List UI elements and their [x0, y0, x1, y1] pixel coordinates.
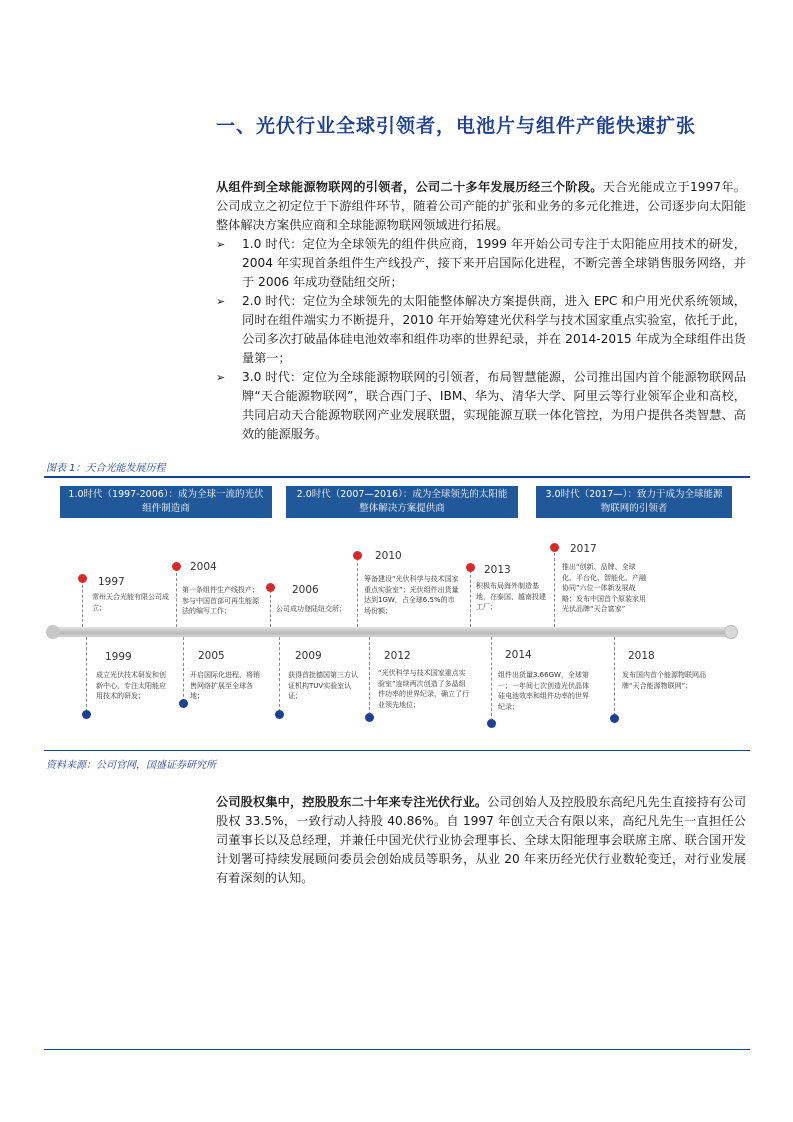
milestone-year: 2017: [570, 543, 597, 555]
equity-text: 公司创始人及控股股东高纪凡先生直接持有公司股权 33.5%，一致行动人持股 40.86%。自 1997 年创立天合有限以来，高纪凡先生一直担任公司董事长以及总经理，并兼任中国光伏行业协会理事长、全球太阳能理事会联席主席、联合国开发计划署可持续发展顾问委员会创始成员等职务，从业 20 年来历经光伏行业数轮变迁，对行业发展有着深刻的认知。: [216, 795, 747, 885]
milestone-stem: [176, 568, 177, 627]
section-title: 一、光伏行业全球引领者，电池片与组件产能快速扩张: [216, 115, 697, 137]
milestone-stem: [554, 553, 555, 627]
milestone-note: 常州天合光能有限公司成立；: [92, 593, 169, 612]
milestone-dot: [172, 562, 181, 571]
milestone-stem: [82, 580, 83, 627]
milestone-year: 2010: [375, 550, 402, 562]
milestone-dot: [365, 713, 374, 722]
milestone-note: 成立光伏技术研发和创新中心，专注太阳能应用技术的研发；: [96, 671, 166, 700]
arrow-bullet-icon: ➢: [216, 238, 226, 251]
milestone-note: 积极布局海外制造基地，在泰国、越南投建工厂；: [476, 582, 546, 611]
timeline-start-cap: [46, 625, 60, 639]
milestone-year: 1997: [98, 576, 125, 588]
milestone-year: 2012: [384, 650, 411, 662]
intro-lead: 从组件到全球能源物联网的引领者，公司二十多年发展历经三个阶段。: [216, 180, 603, 194]
equity-lead: 公司股权集中，控股股东二十年来专注光伏行业。: [216, 795, 488, 809]
milestone-dot: [610, 714, 619, 723]
milestone-dot: [78, 574, 87, 583]
milestone-note: 公司成功登陆纽交所；: [276, 605, 346, 613]
milestone-stem: [491, 637, 492, 721]
bullet-text: 3.0 时代：定位为全球能源物联网的引领者，布局智慧能源，公司推出国内首个能源物联网品牌“天合能源物联网”，联合西门子、IBM、华为、清华大学、阿里云等行业领军企业和高校，共同启动天合能源物联网产业发展联盟，实现能源互联一体化管控，为用户提供各类智慧、高效的能源服务。: [242, 370, 746, 441]
milestone-note: 推出“创新、品牌、全球化、平台化、智能化、产融协同”六位一体新发展战略；发布中国首个原装家用光伏品牌“天合富家”: [562, 563, 646, 613]
intro-text: 天合光能成立于1997年。公司成立之初定位于下游组件环节，随着公司产能的扩张和业务的多元化推进，公司逐步向太阳能整体解决方案供应商和全球能源物联网领域进行拓展。: [216, 180, 746, 232]
milestone-stem: [183, 637, 184, 702]
figure-source: 资料来源：公司官网，国盛证券研究所: [46, 760, 216, 771]
milestone-stem: [614, 637, 615, 716]
milestone-note: “光伏科学与技术国家重点实验室”连续两次创造了多晶组件功率的世界纪录，确立了行业领先地位；: [378, 669, 469, 709]
era-box-2: 2.0时代（2007—2016）：成为全球领先的太阳能整体解决方案提供商: [286, 486, 518, 518]
milestone-stem: [470, 570, 471, 627]
milestone-dot: [275, 710, 284, 719]
milestone-year: 2009: [295, 650, 322, 662]
milestone-year: 2014: [505, 649, 532, 661]
milestone-year: 1999: [105, 651, 132, 663]
bullet-era-2: [216, 292, 746, 368]
figure-top-rule: [44, 476, 750, 478]
intro-paragraph: [216, 178, 746, 235]
milestone-year: 2005: [198, 650, 225, 662]
milestone-stem: [279, 637, 280, 712]
era-box-1: 1.0时代（1997-2006）：成为全球一流的光伏组件制造商: [60, 486, 272, 518]
milestone-stem: [357, 558, 358, 627]
milestone-year: 2004: [190, 561, 217, 573]
milestone-stem: [86, 637, 87, 712]
milestone-dot: [466, 563, 475, 572]
milestone-note: 发布国内首个能源物联网品牌“天合能源物联网”；: [622, 671, 706, 690]
era-box-3: 3.0时代（2017—）：致力于成为全球能源物联网的引领者: [536, 486, 732, 518]
milestone-dot: [487, 719, 496, 728]
arrow-bullet-icon: ➢: [216, 371, 226, 384]
figure-bottom-rule: [44, 750, 750, 751]
arrow-bullet-icon: ➢: [216, 295, 226, 308]
timeline-end-cap: [724, 625, 738, 639]
bullet-era-3: [216, 368, 746, 444]
equity-paragraph: [216, 793, 746, 888]
footer-rule: [44, 1049, 750, 1050]
bullet-text: 1.0 时代：定位为全球领先的组件供应商，1999 年开始公司专注于太阳能应用技术的研发，2004 年实现首条组件生产线投产，接下来开启国际化进程，不断完善全球销售服务网络，并于 2006 年成功登陆纽交所；: [242, 237, 746, 289]
era-bullet-list: [216, 235, 746, 444]
bullet-era-1: [216, 235, 746, 292]
milestone-stem: [369, 637, 370, 715]
milestone-note: 组件出货量3.66GW，全球第一；一年间七次创造光伏晶体硅电池效率和组件功率的世界纪录；: [498, 671, 589, 711]
milestone-year: 2018: [628, 650, 655, 662]
milestone-note: 第一条组件生产线投产；参与中国首部可再生能源法的编写工作；: [182, 586, 259, 615]
milestone-note: 开启国际化进程，将销售网络扩展至全球各地；: [190, 671, 260, 700]
milestone-dot: [266, 583, 275, 592]
milestone-note: 筹备建设“光伏科学与技术国家重点实验室”；光伏组件出货量达到1GW，占全球6.5%的市场份额；: [364, 575, 459, 615]
milestone-dot: [82, 710, 91, 719]
milestone-year: 2006: [292, 584, 319, 596]
milestone-dot: [353, 551, 362, 560]
timeline-bar: [50, 627, 732, 637]
milestone-year: 2013: [484, 564, 511, 576]
milestone-note: 获得首批德国第三方认证机构TUV实验室认证；: [288, 671, 358, 700]
milestone-dot: [550, 543, 559, 552]
milestone-stem: [270, 590, 271, 627]
milestone-dot: [179, 699, 188, 708]
figure-label: 图表 1：天合光能发展历程: [46, 463, 166, 474]
bullet-text: 2.0 时代：定位为全球领先的太阳能整体解决方案提供商，进入 EPC 和户用光伏系统领域，同时在组件端实力不断提升，2010 年开始筹建光伏科学与技术国家重点实验室，依托于此，公司多次打破晶体硅电池效率和组件功率的世界纪录，并在 2014-2015 年成为全球组件出货量第一；: [242, 294, 746, 365]
